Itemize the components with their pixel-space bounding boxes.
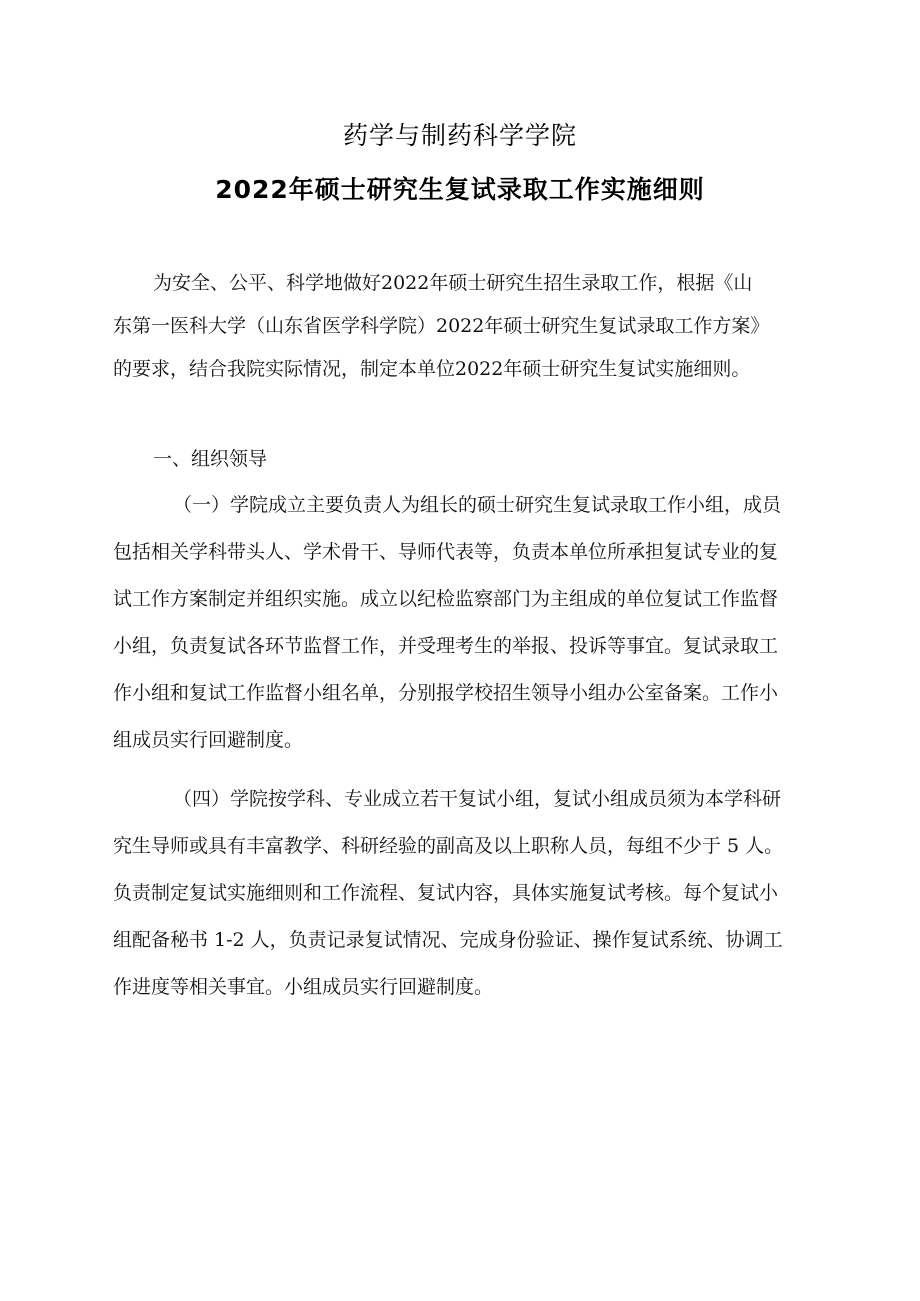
intro-line-3: 的要求，结合我院实际情况，制定本单位2022年硕士研究生复试实施细则。 [113,358,751,380]
para1-line-4: 小组，负责复试各环节监督工作，并受理考生的举报、投诉等事宜。复试录取工 [113,635,779,657]
para2-line-4: 组配备秘书 1-2 人，负责记录复试情况、完成身份验证、操作复试系统、协调工 [113,929,783,951]
para1-line-2: 包括相关学科带头人、学术骨干、导师代表等，负责本单位所承担复试专业的复 [113,541,779,563]
intro-line-1: 为安全、公平、科学地做好2022年硕士研究生招生录取工作，根据《山 [153,272,753,294]
para2-line-3: 负责制定复试实施细则和工作流程、复试内容，具体实施复试考核。每个复试小 [113,882,779,904]
para2-line-5: 作进度等相关事宜。小组成员实行回避制度。 [113,976,494,998]
intro-line-2: 东第一医科大学（山东省医学科学院）2022年硕士研究生复试录取工作方案》 [113,315,770,337]
para2-line-2: 究生导师或具有丰富教学、科研经验的副高及以上职称人员，每组不少于 5 人。 [113,835,784,857]
para1-line-1: （一）学院成立主要负责人为组长的硕士研究生复试录取工作小组，成员 [173,494,782,516]
section-heading: 一、组织领导 [153,448,268,470]
para1-line-6: 组成员实行回避制度。 [113,729,304,751]
para2-line-1: （四）学院按学科、专业成立若干复试小组，复试小组成员须为本学科研 [173,788,782,810]
document-title-line1: 药学与制药科学学院 [342,121,577,150]
document-title-line2: 2022年硕士研究生复试录取工作实施细则 [215,175,705,204]
para1-line-5: 作小组和复试工作监督小组名单，分别报学校招生领导小组办公室备案。工作小 [113,682,779,704]
para1-line-3: 试工作方案制定并组织实施。成立以纪检监察部门为主组成的单位复试工作监督 [113,588,779,610]
